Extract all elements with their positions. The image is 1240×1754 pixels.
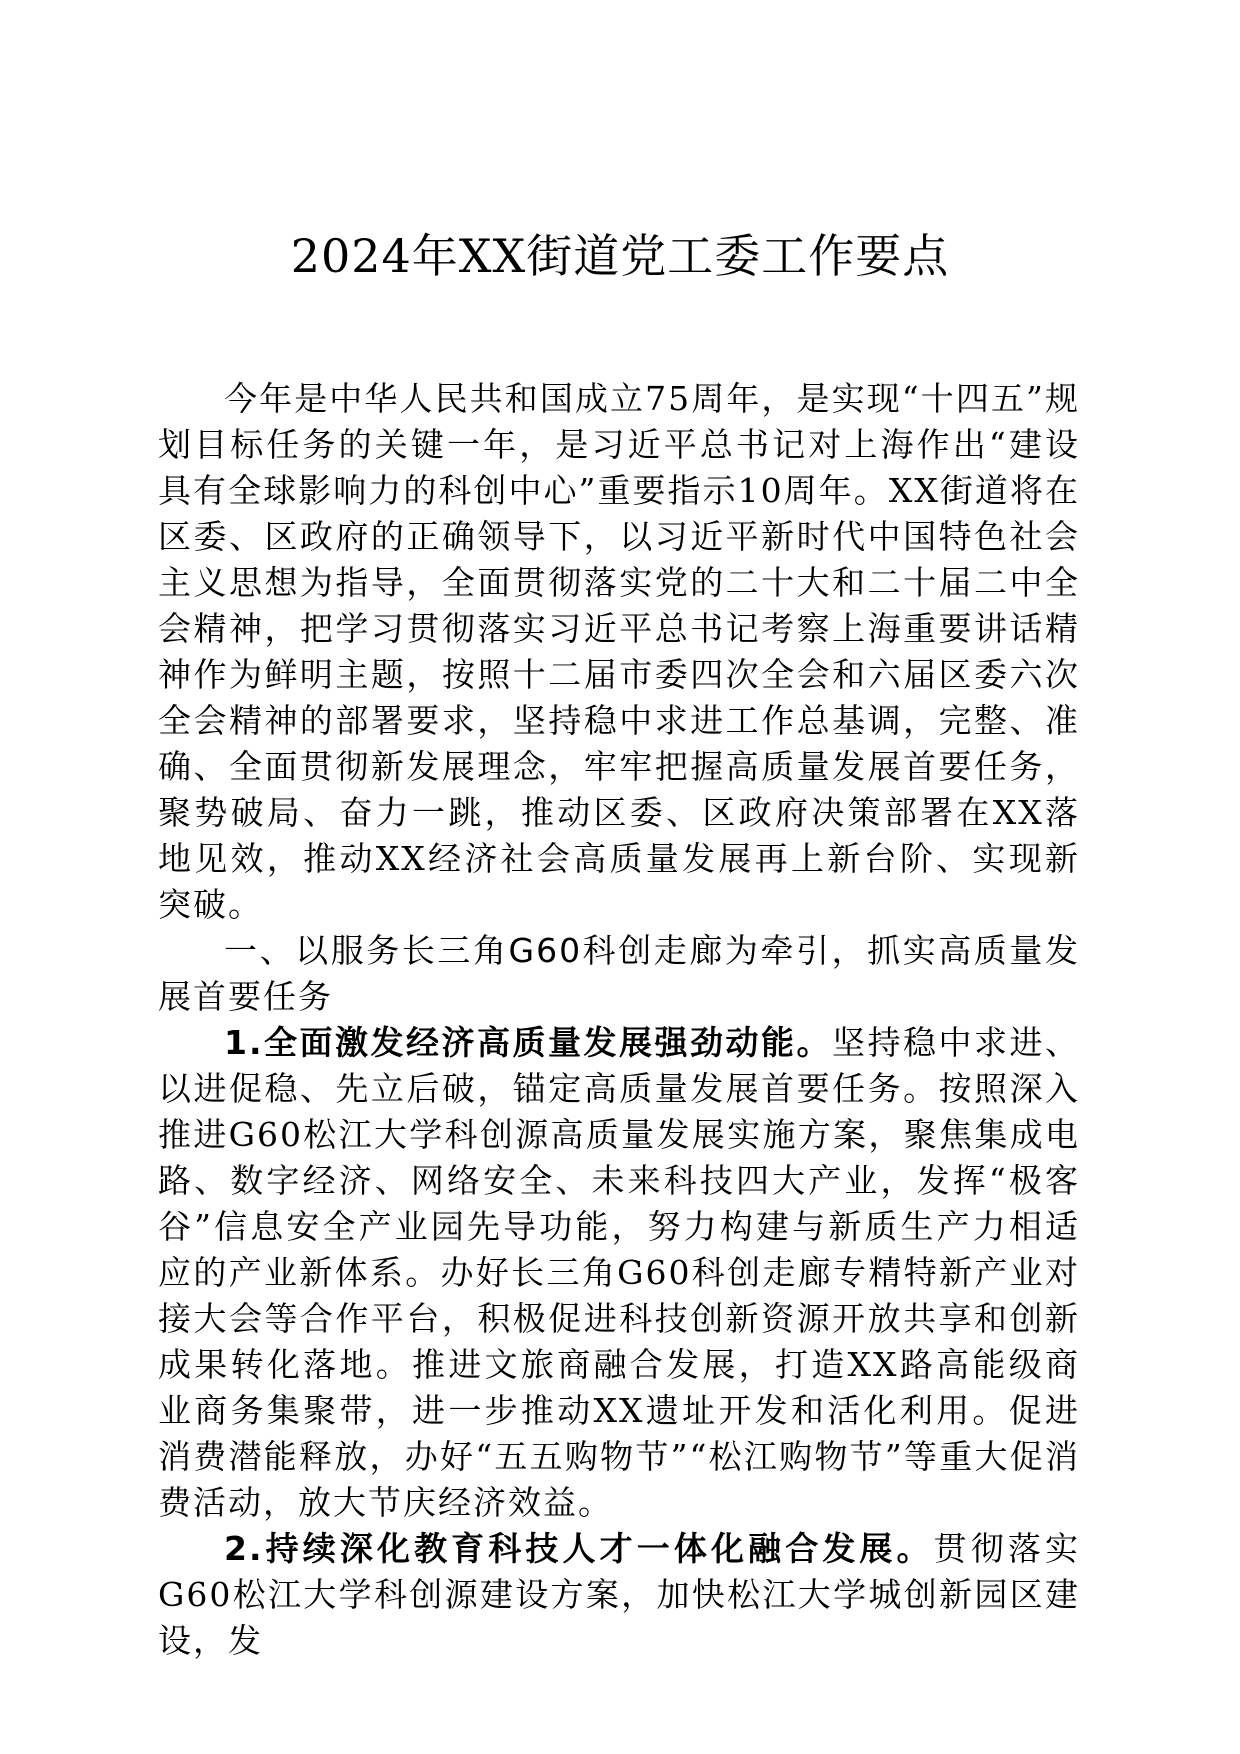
section-1-heading: 一、以服务长三角G60科创走廊为牵引，抓实高质量发展首要任务 <box>158 931 1080 1016</box>
item-2-lead: 2.持续深化教育科技人才一体化融合发展。 <box>224 1529 934 1568</box>
item-2-body: 贯彻落实G60松江大学科创源建设方案，加快松江大学城创新园区建设，发 <box>158 1529 1081 1660</box>
item-1-paragraph <box>158 1020 1080 1526</box>
item-2-paragraph <box>158 1526 1080 1664</box>
document-body <box>158 376 1080 1664</box>
item-1-lead: 1.全面激发经济高质量发展强劲动能。 <box>224 1023 832 1062</box>
intro-paragraph: 今年是中华人民共和国成立75周年，是实现“十四五”规划目标任务的关键一年，是习近平总书记对上海作出“建设具有全球影响力的科创中心”重要指示10周年。XX街道将在区委、区政府的正确领导下，以习近平新时代中国特色社会主义思想为指导，全面贯彻落实党的二十大和二十届二中全会精神，把学习贯彻落实习近平总书记考察上海重要讲话精神作为鲜明主题，按照十二届市委四次全会和六届区委六次全会精神的部署要求，坚持稳中求进工作总基调，完整、准确、全面贯彻新发展理念，牢牢把握高质量发展首要任务，聚势破局、奋力一跳，推动区委、区政府决策部署在XX落地见效，推动XX经济社会高质量发展再上新台阶、实现新突破。 <box>158 379 1080 924</box>
document-title: 2024年XX街道党工委工作要点 <box>290 229 950 283</box>
item-1-body: 坚持稳中求进、以进促稳、先立后破，锚定高质量发展首要任务。按照深入推进G60松江大学科创源高质量发展实施方案，聚焦集成电路、数字经济、网络安全、未来科技四大产业，发挥“极客谷”信息安全产业园先导功能，努力构建与新质生产力相适应的产业新体系。办好长三角G60科创走廊专精特新产业对接大会等合作平台，积极促进科技创新资源开放共享和创新成果转化落地。推进文旅商融合发展，打造XX路高能级商业商务集聚带，进一步推动XX遗址开发和活化利用。促进消费潜能释放，办好“五五购物节”“松江购物节”等重大促消费活动，放大节庆经济效益。 <box>158 1023 1080 1522</box>
